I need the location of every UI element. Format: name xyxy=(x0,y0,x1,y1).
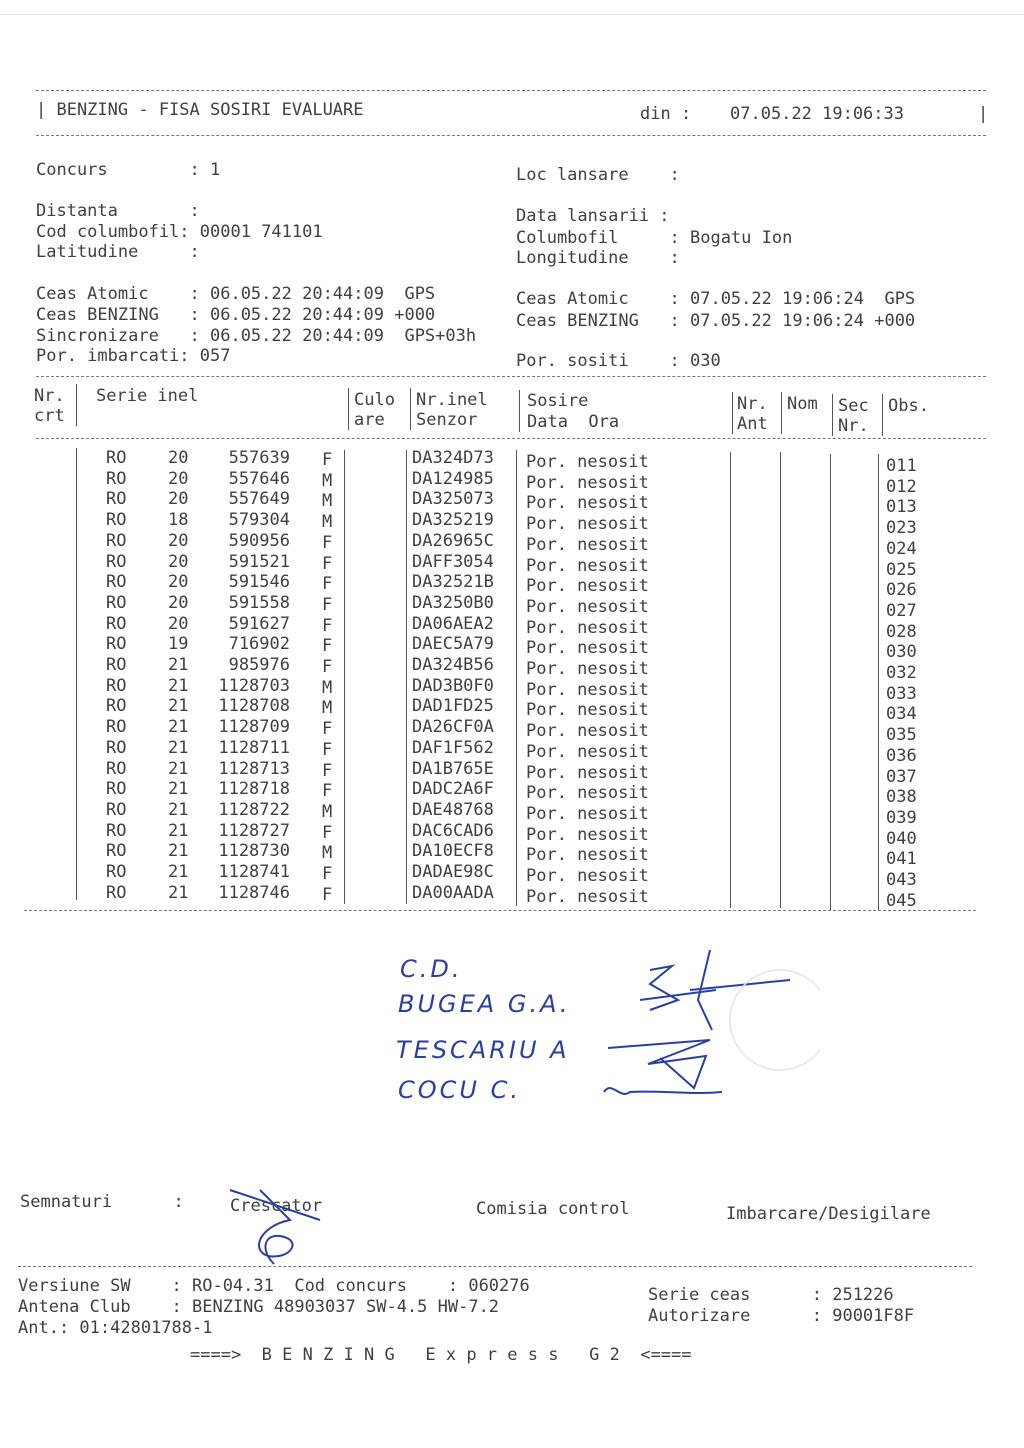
cell-obs: 041 xyxy=(886,849,917,870)
cell-sex: F xyxy=(322,574,333,595)
cell-inel: 1128703 xyxy=(218,675,290,696)
cell-senzor: DA32521B xyxy=(412,572,494,593)
cell-sosire: Por. nesosit xyxy=(526,452,649,472)
handwritten-signatures-graphic xyxy=(590,940,820,1120)
cell-inel: 579304 xyxy=(228,510,290,531)
latitudine-field: Latitudine : xyxy=(36,242,200,262)
cell-senzor: DA06AEA2 xyxy=(412,613,494,634)
cell-inel: 716902 xyxy=(228,634,290,655)
cell-sosire: Por. nesosit xyxy=(526,803,649,824)
cell-obs: 012 xyxy=(886,476,917,497)
table-row xyxy=(0,572,1024,601)
cell-obs: 032 xyxy=(886,663,917,683)
cell-obs: 040 xyxy=(886,828,917,849)
cell-sosire: Por. nesosit xyxy=(526,845,649,866)
table-row xyxy=(0,717,1024,746)
antena-id: Ant.: 01:42801788-1 xyxy=(18,1318,213,1338)
cell-tara: RO xyxy=(106,820,127,841)
cell-inel: 1128708 xyxy=(218,696,290,717)
table-header-bottom-rule xyxy=(36,438,986,439)
cell-sex: M xyxy=(322,470,333,491)
cell-inel: 1128718 xyxy=(218,779,290,800)
cell-tara: RO xyxy=(106,717,127,738)
cell-sosire: Por. nesosit xyxy=(526,596,649,617)
ceas-atomic-left: Ceas Atomic : 06.05.22 20:44:09 GPS xyxy=(36,284,436,304)
handwritten-tescariu: TESCARIU A xyxy=(396,1036,570,1064)
col-serie-inel: Serie inel xyxy=(96,386,199,406)
cell-sosire: Por. nesosit xyxy=(526,514,649,535)
cell-sex: M xyxy=(322,801,333,822)
cell-obs: 026 xyxy=(886,580,917,601)
cell-sex: F xyxy=(322,884,333,905)
cell-sosire: Por. nesosit xyxy=(526,534,649,555)
cell-tara: RO xyxy=(106,696,127,717)
cell-obs: 043 xyxy=(886,870,917,890)
cell-an: 19 xyxy=(168,634,189,655)
cell-senzor: DAD3B0F0 xyxy=(412,675,494,696)
cell-an: 21 xyxy=(168,717,189,738)
cell-senzor: DADC2A6F xyxy=(412,779,494,800)
cell-sex: M xyxy=(322,512,333,533)
cell-sex: F xyxy=(322,532,333,553)
por-sositi-field: Por. sositi : 030 xyxy=(516,351,721,371)
cell-tara: RO xyxy=(106,613,127,634)
col-nr: Nr. xyxy=(34,386,65,406)
cell-obs: 030 xyxy=(886,642,917,663)
hdr-sep-4 xyxy=(519,390,520,432)
cell-senzor: DAEC5A79 xyxy=(412,634,494,655)
cell-tara: RO xyxy=(106,655,127,675)
din-label: din : xyxy=(640,104,692,124)
signatures-label: Semnaturi : xyxy=(20,1192,184,1212)
cell-sex: F xyxy=(322,781,333,802)
cell-sex: F xyxy=(322,594,333,615)
cell-senzor: DA00AADA xyxy=(412,882,494,903)
distanta-field: Distanta : xyxy=(36,201,200,221)
hdr-sep-3 xyxy=(410,388,411,430)
signature-imbarcare: Imbarcare/Desigilare xyxy=(726,1204,931,1224)
col-are: are xyxy=(354,410,385,430)
col-nr-ant-bottom: Ant xyxy=(737,414,768,434)
table-row xyxy=(0,448,1024,476)
cell-an: 20 xyxy=(168,489,189,510)
cell-obs: 033 xyxy=(886,683,917,704)
hdr-sep-1 xyxy=(76,384,77,426)
table-row xyxy=(0,882,1024,911)
ceas-benzing-right: Ceas BENZING : 07.05.22 19:06:24 +000 xyxy=(516,311,916,331)
cell-inel: 985976 xyxy=(228,655,290,675)
col-crt: crt xyxy=(34,406,65,426)
col-nom: Nom xyxy=(787,394,818,414)
cell-tara: RO xyxy=(106,551,127,572)
cell-obs: 023 xyxy=(886,518,917,539)
cell-sex: F xyxy=(322,657,333,677)
signature-comisia: Comisia control xyxy=(476,1199,630,1219)
cell-sosire: Por. nesosit xyxy=(526,576,649,597)
ceas-atomic-right: Ceas Atomic : 07.05.22 19:06:24 GPS xyxy=(516,289,916,309)
table-row xyxy=(0,820,1024,849)
header-top-rule xyxy=(36,90,986,91)
hdr-sep-5 xyxy=(732,392,733,434)
columbofil-field: Columbofil : Bogatu Ion xyxy=(516,228,793,248)
cell-sosire: Por. nesosit xyxy=(526,472,649,493)
cell-obs: 039 xyxy=(886,807,917,828)
cell-tara: RO xyxy=(106,592,127,613)
header-end-bar: | xyxy=(978,104,989,124)
cell-an: 21 xyxy=(168,862,189,882)
cell-sosire: Por. nesosit xyxy=(526,866,649,886)
col-nr-ant-top: Nr. xyxy=(737,394,768,414)
cell-tara: RO xyxy=(106,862,127,882)
cell-sex: F xyxy=(322,719,333,740)
antena-club: Antena Club : BENZING 48903037 SW-4.5 HW-7.2 xyxy=(18,1297,500,1317)
table-header-top-rule xyxy=(36,376,986,377)
cell-an: 21 xyxy=(168,841,189,862)
longitudine-field: Longitudine : xyxy=(516,248,680,268)
ceas-benzing-left: Ceas BENZING : 06.05.22 20:44:09 +000 xyxy=(36,305,436,325)
cell-inel: 557649 xyxy=(228,489,290,510)
cell-sex: F xyxy=(322,450,333,470)
cell-sex: F xyxy=(322,739,333,760)
cell-tara: RO xyxy=(106,510,127,531)
cell-senzor: DA324B56 xyxy=(412,655,494,675)
cell-tara: RO xyxy=(106,675,127,696)
cell-tara: RO xyxy=(106,530,127,551)
cell-senzor: DA26CF0A xyxy=(412,717,494,738)
table-row xyxy=(0,510,1024,539)
cell-inel: 557646 xyxy=(228,468,290,489)
handwritten-cocu: COCU C. xyxy=(398,1076,521,1104)
cell-senzor: DA325073 xyxy=(412,489,494,510)
cell-tara: RO xyxy=(106,841,127,862)
cell-sosire: Por. nesosit xyxy=(526,679,649,700)
cell-sex: F xyxy=(322,864,333,884)
cell-obs: 035 xyxy=(886,725,917,746)
cell-an: 20 xyxy=(168,592,189,613)
cell-sosire: Por. nesosit xyxy=(526,659,649,679)
cell-obs: 027 xyxy=(886,600,917,621)
brand-banner: ====> B E N Z I N G E x p r e s s G 2 <==== xyxy=(190,1345,692,1365)
table-row xyxy=(0,613,1024,642)
cell-senzor: DAFF3054 xyxy=(412,551,494,572)
cell-inel: 1128746 xyxy=(218,882,290,903)
col-senzor: Senzor xyxy=(416,410,478,430)
cell-sex: F xyxy=(322,615,333,636)
cell-senzor: DADAE98C xyxy=(412,862,494,882)
cell-senzor: DA325219 xyxy=(412,510,494,531)
footer-top-rule xyxy=(18,1266,972,1267)
cell-senzor: DAF1F562 xyxy=(412,737,494,758)
cell-sosire: Por. nesosit xyxy=(526,700,649,721)
cell-an: 20 xyxy=(168,530,189,551)
cod-columbofil-field: Cod columbofil: 00001 741101 xyxy=(36,222,323,242)
col-sec: Sec xyxy=(838,396,869,416)
cell-sex: F xyxy=(322,553,333,574)
cell-tara: RO xyxy=(106,448,127,468)
cell-sex: M xyxy=(322,843,333,864)
cell-an: 20 xyxy=(168,613,189,634)
table-row xyxy=(0,737,1024,766)
header-bottom-rule xyxy=(36,135,986,136)
cell-obs: 013 xyxy=(886,497,917,518)
loc-lansare-field: Loc lansare : xyxy=(516,165,680,185)
cell-inel: 591546 xyxy=(228,572,290,593)
cell-sosire: Por. nesosit xyxy=(526,493,649,514)
table-bottom-rule xyxy=(24,910,976,911)
cell-an: 21 xyxy=(168,655,189,675)
cell-obs: 045 xyxy=(886,890,917,911)
table-row xyxy=(0,634,1024,663)
cell-an: 20 xyxy=(168,448,189,468)
cell-sosire: Por. nesosit xyxy=(526,638,649,659)
serie-ceas: Serie ceas : 251226 xyxy=(648,1285,894,1305)
cell-senzor: DA1B765E xyxy=(412,758,494,779)
cell-sex: M xyxy=(322,677,333,698)
handwritten-cd: C.D. xyxy=(400,955,463,983)
table-row xyxy=(0,696,1024,725)
col-nr-inel: Nr.inel xyxy=(416,390,488,410)
cell-sosire: Por. nesosit xyxy=(526,617,649,638)
cell-an: 20 xyxy=(168,468,189,489)
table-row xyxy=(0,758,1024,787)
hdr-sep-7 xyxy=(832,394,833,436)
cell-obs: 011 xyxy=(886,456,917,476)
col-culo: Culo xyxy=(354,390,395,410)
cell-sex: F xyxy=(322,760,333,781)
cell-tara: RO xyxy=(106,468,127,489)
table-row xyxy=(0,530,1024,559)
cell-sosire: Por. nesosit xyxy=(526,721,649,742)
table-row xyxy=(0,489,1024,518)
cell-obs: 038 xyxy=(886,787,917,808)
cell-tara: RO xyxy=(106,779,127,800)
cell-obs: 037 xyxy=(886,766,917,787)
crescator-signature-graphic xyxy=(220,1180,340,1280)
table-row xyxy=(0,799,1024,828)
form-title: | BENZING - FISA SOSIRI EVALUARE xyxy=(36,100,364,120)
cell-tara: RO xyxy=(106,737,127,758)
table-row xyxy=(0,655,1024,683)
cell-obs: 024 xyxy=(886,538,917,559)
scan-top-edge xyxy=(0,14,1024,15)
col-data-ora: Data Ora xyxy=(527,412,620,432)
cell-inel: 1128730 xyxy=(218,841,290,862)
cell-senzor: DA324D73 xyxy=(412,448,494,468)
cell-an: 21 xyxy=(168,758,189,779)
cell-inel: 1128727 xyxy=(218,820,290,841)
cell-an: 21 xyxy=(168,696,189,717)
signature-crescator: Crescator xyxy=(230,1196,323,1216)
handwritten-bugea: BUGEA G.A. xyxy=(398,990,571,1018)
cell-tara: RO xyxy=(106,758,127,779)
col-obs: Obs. xyxy=(888,396,929,416)
cell-sosire: Por. nesosit xyxy=(526,783,649,804)
cell-an: 20 xyxy=(168,572,189,593)
autorizare: Autorizare : 90001F8F xyxy=(648,1306,915,1326)
col-sosire: Sosire xyxy=(527,391,589,411)
cell-senzor: DA124985 xyxy=(412,468,494,489)
cell-sosire: Por. nesosit xyxy=(526,555,649,576)
cell-senzor: DAC6CAD6 xyxy=(412,820,494,841)
cell-obs: 034 xyxy=(886,704,917,725)
table-row xyxy=(0,468,1024,497)
hdr-sep-6 xyxy=(781,392,782,434)
cell-senzor: DAE48768 xyxy=(412,799,494,820)
hdr-sep-2 xyxy=(348,388,349,430)
cell-inel: 1128741 xyxy=(218,862,290,882)
concurs-field: Concurs : 1 xyxy=(36,160,221,180)
por-imbarcati-field: Por. imbarcati: 057 xyxy=(36,346,231,366)
cell-tara: RO xyxy=(106,882,127,903)
cell-sex: F xyxy=(322,636,333,657)
cell-sex: M xyxy=(322,698,333,719)
cell-tara: RO xyxy=(106,799,127,820)
table-row xyxy=(0,592,1024,621)
cell-senzor: DA3250B0 xyxy=(412,592,494,613)
cell-an: 21 xyxy=(168,737,189,758)
cell-obs: 025 xyxy=(886,559,917,580)
table-row xyxy=(0,551,1024,580)
cell-senzor: DA26965C xyxy=(412,530,494,551)
table-row xyxy=(0,841,1024,870)
cell-inel: 557639 xyxy=(228,448,290,468)
col-sec-nr: Nr. xyxy=(838,416,869,436)
cell-tara: RO xyxy=(106,572,127,593)
sincronizare-field: Sincronizare : 06.05.22 20:44:09 GPS+03h xyxy=(36,326,477,346)
cell-inel: 591558 xyxy=(228,592,290,613)
cell-inel: 1128709 xyxy=(218,717,290,738)
cell-senzor: DAD1FD25 xyxy=(412,696,494,717)
table-row xyxy=(0,862,1024,890)
cell-an: 20 xyxy=(168,551,189,572)
cell-an: 21 xyxy=(168,675,189,696)
cell-inel: 1128713 xyxy=(218,758,290,779)
cell-an: 21 xyxy=(168,799,189,820)
cell-an: 21 xyxy=(168,779,189,800)
cell-senzor: DA10ECF8 xyxy=(412,841,494,862)
cell-sex: M xyxy=(322,491,333,512)
cell-inel: 591627 xyxy=(228,613,290,634)
cell-sosire: Por. nesosit xyxy=(526,741,649,762)
table-row xyxy=(0,779,1024,808)
cell-sex: F xyxy=(322,822,333,843)
cell-tara: RO xyxy=(106,489,127,510)
cell-tara: RO xyxy=(106,634,127,655)
data-lansarii-field: Data lansarii : xyxy=(516,206,670,226)
cell-inel: 591521 xyxy=(228,551,290,572)
cell-an: 21 xyxy=(168,820,189,841)
cell-inel: 590956 xyxy=(228,530,290,551)
cell-sosire: Por. nesosit xyxy=(526,762,649,783)
cell-obs: 036 xyxy=(886,745,917,766)
table-row xyxy=(0,675,1024,704)
din-date: 07.05.22 19:06:33 xyxy=(730,104,904,124)
hdr-sep-8 xyxy=(882,394,883,436)
cell-inel: 1128711 xyxy=(218,737,290,758)
cell-sosire: Por. nesosit xyxy=(526,886,649,907)
cell-sosire: Por. nesosit xyxy=(526,824,649,845)
cell-an: 21 xyxy=(168,882,189,903)
versiune-sw: Versiune SW : RO-04.31 Cod concurs : 060276 xyxy=(18,1276,530,1296)
cell-an: 18 xyxy=(168,510,189,531)
cell-inel: 1128722 xyxy=(218,799,290,820)
cell-obs: 028 xyxy=(886,621,917,642)
